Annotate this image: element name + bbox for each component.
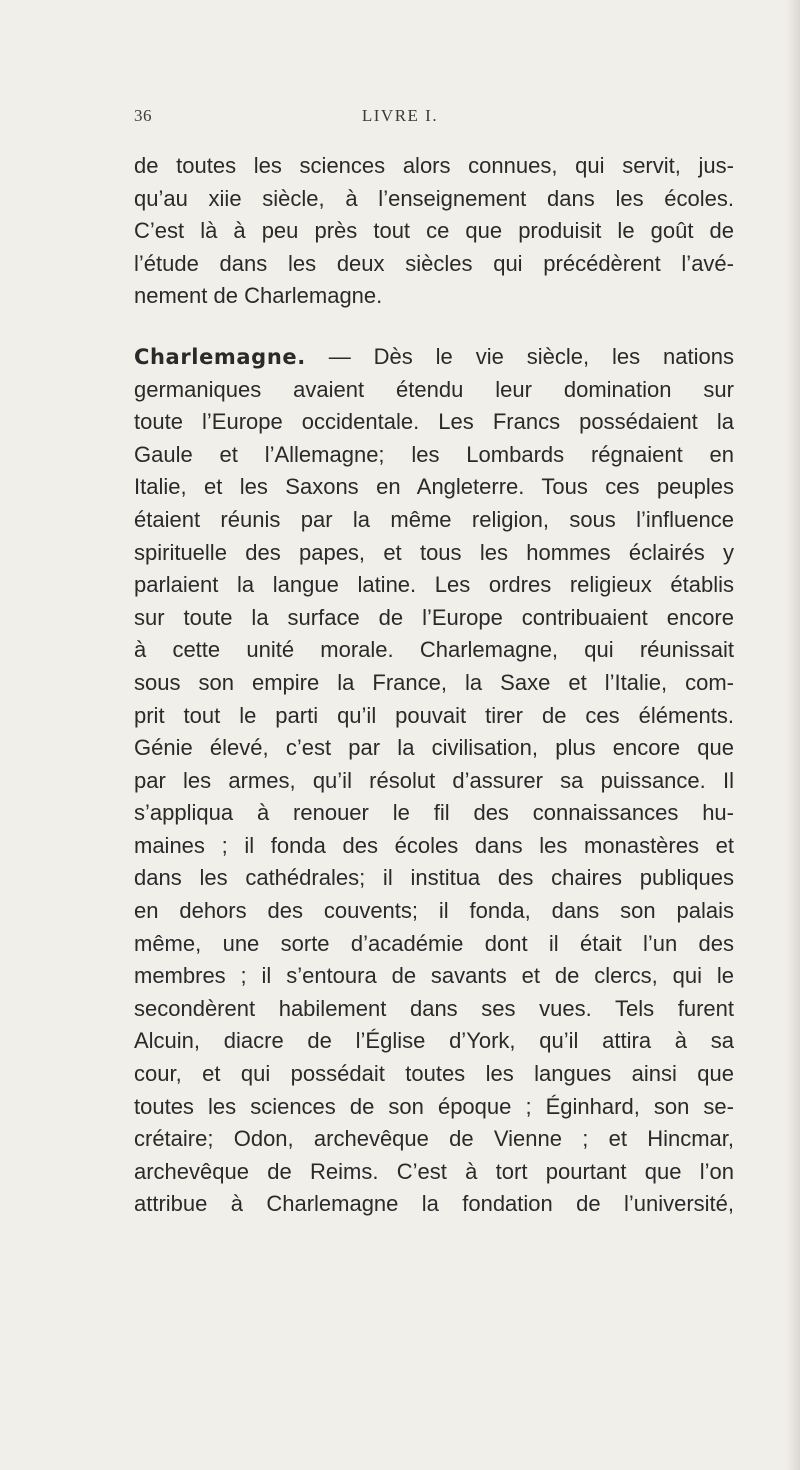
text-line-with-heading <box>134 341 734 374</box>
text-line: l’étude dans les deux siècles qui précédèrent l’avé- <box>134 250 734 276</box>
text-line: même, une sorte d’académie dont il était l’un des <box>134 930 734 956</box>
paragraph-1 <box>134 150 734 313</box>
text-line: maines ; il fonda des écoles dans les monastères et <box>134 832 734 858</box>
text-line: étaient réunis par la même religion, sous l’influence <box>134 506 734 532</box>
text-line: sous son empire la France, la Saxe et l’Italie, com- <box>134 669 734 695</box>
page-header <box>0 106 800 136</box>
page-number: 36 <box>134 106 152 125</box>
text-line: toutes les sciences de son époque ; Éginhard, son se- <box>134 1093 734 1119</box>
text-line: germaniques avaient étendu leur domination sur <box>134 376 734 402</box>
text-line: par les armes, qu’il résolut d’assurer sa puissance. Il <box>134 767 734 793</box>
text-line: nement de Charlemagne. <box>134 283 383 309</box>
text-line: de toutes les sciences alors connues, qui servit, jus- <box>134 153 734 178</box>
text-line: attribue à Charlemagne la fondation de l’université, <box>134 1191 734 1217</box>
body-text <box>134 150 734 1221</box>
text-line: archevêque de Reims. C’est à tort pourtant que l’on <box>134 1158 734 1184</box>
text-line: Génie élevé, c’est par la civilisation, plus encore que <box>134 735 734 761</box>
paragraph-gap <box>134 313 734 341</box>
text-line: Italie, et les Saxons en Angleterre. Tous ces peuples <box>134 474 734 500</box>
text-line: Gaule et l’Allemagne; les Lombards régnaient en <box>134 441 734 467</box>
section-heading: Charlemagne. <box>134 344 306 369</box>
text-line: en dehors des couvents; il fonda, dans son palais <box>134 898 734 924</box>
text-line: qu’au xiie siècle, à l’enseignement dans les écoles. <box>134 185 734 211</box>
text-line: cour, et qui possédait toutes les langues ainsi que <box>134 1061 734 1087</box>
text-line: C’est là à peu près tout ce que produisit le goût de <box>134 218 734 244</box>
paragraph-2 <box>134 341 734 1221</box>
text-line: prit tout le parti qu’il pouvait tirer de ces éléments. <box>134 702 734 728</box>
text-line: parlaient la langue latine. Les ordres religieux établis <box>134 572 734 598</box>
text-line-rest: — Dès le vie siècle, les nations <box>305 343 734 369</box>
text-line: à cette unité morale. Charlemagne, qui réunissait <box>134 637 734 663</box>
running-head: LIVRE I. <box>361 106 439 125</box>
text-line: s’appliqua à renouer le fil des connaissances hu- <box>134 800 734 826</box>
text-line: secondèrent habilement dans ses vues. Tels furent <box>134 995 734 1021</box>
text-line: crétaire; Odon, archevêque de Vienne ; et Hincmar, <box>134 1126 734 1152</box>
text-line: sur toute la surface de l’Europe contribuaient encore <box>134 604 734 630</box>
text-line: spirituelle des papes, et tous les hommes éclairés y <box>134 539 734 565</box>
text-line: membres ; il s’entoura de savants et de clercs, qui le <box>134 963 734 989</box>
page-edge-shadow <box>786 0 800 1470</box>
text-line: dans les cathédrales; il institua des chaires publiques <box>134 865 734 891</box>
text-line: toute l’Europe occidentale. Les Francs possédaient la <box>134 409 734 435</box>
text-line: Alcuin, diacre de l’Église d’York, qu’il attira à sa <box>134 1028 734 1054</box>
